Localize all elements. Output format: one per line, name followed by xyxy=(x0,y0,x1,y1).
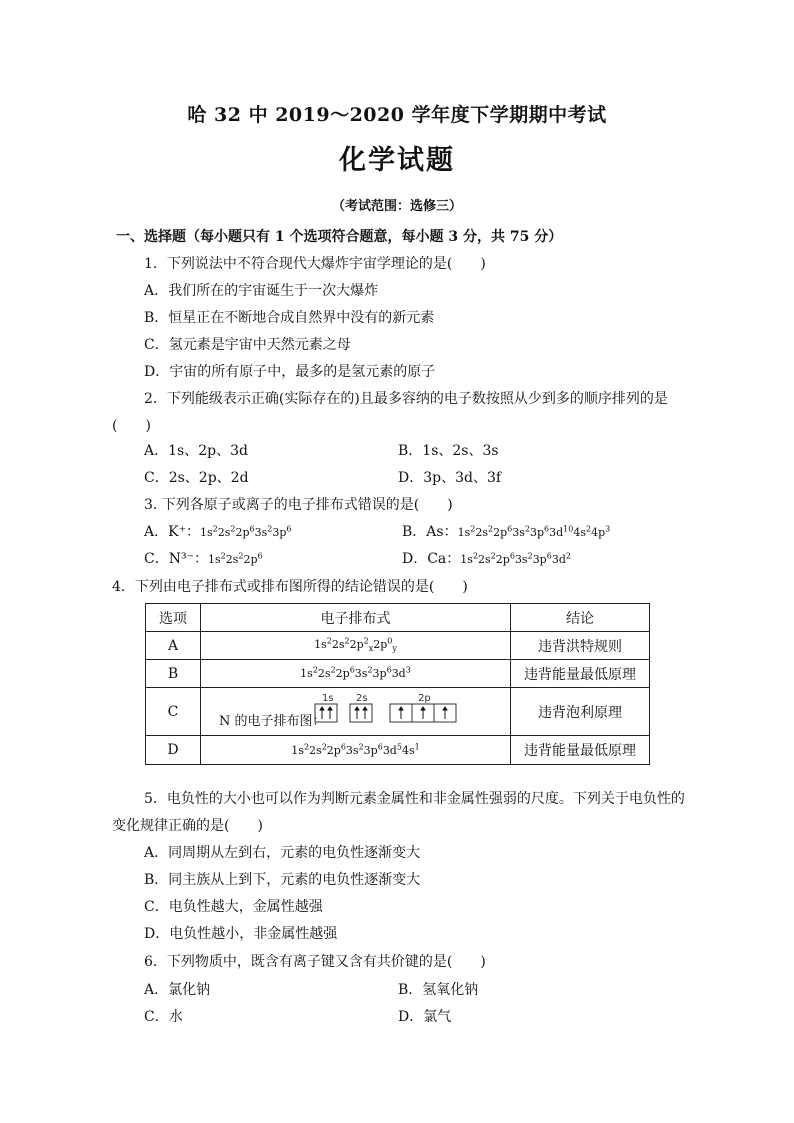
q5-option-c: C．电负性越大，金属性越强 xyxy=(144,899,323,915)
row-d-option: D xyxy=(146,736,201,765)
row-a-conclusion: 违背洪特规则 xyxy=(511,632,650,660)
row-a-option: A xyxy=(146,632,201,660)
row-c-config xyxy=(201,688,511,736)
q5-stem-line1: 5．电负性的大小也可以作为判断元素金属性和非金属性强弱的尺度。下列关于电负性的 xyxy=(144,791,685,807)
header-option: 选项 xyxy=(146,604,201,632)
q2-option-b: B．1s、2s、3s xyxy=(398,443,499,459)
q5-option-d: D．电负性越小，非金属性越强 xyxy=(144,926,338,942)
q3-option-c xyxy=(144,550,263,569)
q6-stem: 6．下列物质中，既含有离子键又含有共价键的是( ) xyxy=(144,954,486,970)
q3-option-b xyxy=(402,523,610,542)
q4-stem: 4．下列由电子排布式或排布图所得的结论错误的是( ) xyxy=(112,579,468,595)
row-d-conclusion: 违背能量最低原理 xyxy=(511,736,650,765)
orbital-box-1s xyxy=(315,704,337,722)
row-b-config: $1s^22s^22p^63s^23p^63d^3$ xyxy=(201,660,511,688)
exam-scope: （考试范围：选修三） xyxy=(331,199,462,214)
q6-option-d: D．氯气 xyxy=(398,1009,452,1025)
section-heading: 一、选择题（每小题只有 1 个选项符合题意，每小题 3 分，共 75 分） xyxy=(116,229,563,245)
q6-option-c: C．水 xyxy=(144,1009,183,1025)
orbital-diagram-label: N 的电子排布图： xyxy=(219,714,326,729)
orbital-box-2s xyxy=(350,704,372,722)
q5-option-b: B．同主族从上到下，元素的电负性逐渐变大 xyxy=(144,872,421,888)
q3-option-b-config: $1s^22s^22p^63s^23p^63d^{10}4s^24p^3$ xyxy=(457,524,611,539)
row-d-config: $1s^22s^22p^63s^23p^63d^54s^1$ xyxy=(201,736,511,765)
q3-option-d xyxy=(402,550,571,569)
q3-option-b-label: B．As： xyxy=(402,524,458,540)
q1-option-d: D．宇宙的所有原子中，最多的是氢元素的原子 xyxy=(144,364,436,380)
q4-table xyxy=(145,603,650,765)
q1-stem: 1．下列说法中不符合现代大爆炸宇宙学理论的是( ) xyxy=(144,256,486,272)
orbital-label-2p: 2p xyxy=(418,693,431,704)
q2-paren: ( ) xyxy=(112,418,151,434)
q3-option-c-label: C．N³⁻： xyxy=(144,551,208,567)
table-header-row xyxy=(146,604,650,632)
q2-option-c: C．2s、2p、2d xyxy=(144,470,249,486)
row-a-config: $1s^22s^22p^2_x2p^0_y$ xyxy=(201,632,511,660)
orbital-diagram xyxy=(308,692,483,728)
q1-option-c: C．氢元素是宇宙中天然元素之母 xyxy=(144,337,351,353)
q5-stem-line2: 变化规律正确的是( ) xyxy=(112,818,263,834)
q2-option-d: D．3p、3d、3f xyxy=(398,470,502,486)
header-conclusion: 结论 xyxy=(511,604,650,632)
row-b-conclusion: 违背能量最低原理 xyxy=(511,660,650,688)
row-c-conclusion: 违背泡利原理 xyxy=(511,688,650,736)
table-row xyxy=(146,632,650,660)
q1-option-b: B．恒星正在不断地合成自然界中没有的新元素 xyxy=(144,310,435,326)
q2-stem: 2．下列能级表示正确(实际存在的)且最多容纳的电子数按照从少到多的顺序排列的是 xyxy=(144,391,668,407)
table-row xyxy=(146,688,650,736)
q6-option-b: B．氢氧化钠 xyxy=(398,982,479,998)
row-b-option: B xyxy=(146,660,201,688)
exam-title: 哈 32 中 2019～2020 学年度下学期期中考试 xyxy=(187,104,607,126)
header-config: 电子排布式 xyxy=(201,604,511,632)
q6-option-a: A．氯化钠 xyxy=(144,982,211,998)
q1-option-a: A．我们所在的宇宙诞生于一次大爆炸 xyxy=(144,283,379,299)
q3-option-d-label: D．Ca： xyxy=(402,551,461,567)
q2-option-a: A．1s、2p、3d xyxy=(144,443,248,459)
orbital-label-2s: 2s xyxy=(356,693,368,704)
q5-option-a: A．同周期从左到右，元素的电负性逐渐变大 xyxy=(144,845,421,861)
row-c-option: C xyxy=(146,688,201,736)
q3-option-a-label: A．K⁺： xyxy=(144,524,200,540)
q3-option-a xyxy=(144,523,292,542)
q3-option-c-config: $1s^22s^22p^6$ xyxy=(207,551,263,566)
table-row xyxy=(146,736,650,765)
q3-option-d-config: $1s^22s^22p^63s^23p^63d^2$ xyxy=(460,551,571,566)
q3-option-a-config: $1s^22s^22p^63s^23p^6$ xyxy=(199,524,292,539)
orbital-label-1s: 1s xyxy=(322,693,334,704)
subject-title: 化学试题 xyxy=(339,145,455,176)
table-row xyxy=(146,660,650,688)
q3-stem: 3. 下列各原子或离子的电子排布式错误的是( ) xyxy=(144,497,453,513)
